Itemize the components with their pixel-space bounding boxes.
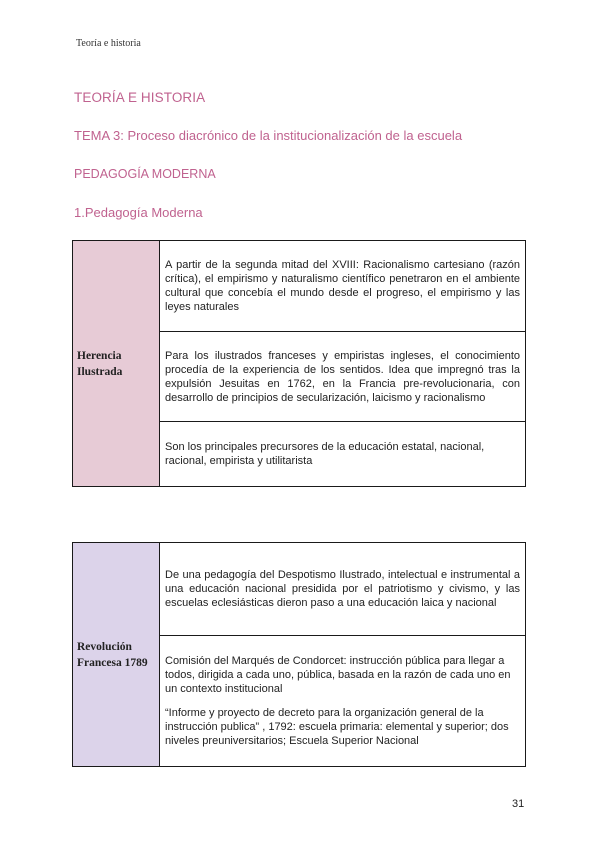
- table-row: [73, 543, 526, 636]
- cell-text: “Informe y proyecto de decreto para la organización general de la instrucción publica” , 1792: escuela primaria: elemental y superior; dos niveles preuniversitarios; Escuela Superior Nacional: [165, 707, 509, 747]
- table-cell: [160, 543, 526, 636]
- table-row: [73, 241, 526, 332]
- cell-text: A partir de la segunda mitad del XVIII: Racionalismo cartesiano (razón crítica), el empirismo y naturalismo científico penetraron en el ambiente cultural que concebía el mundo desde el progreso, el empirismo y las leyes naturales: [165, 259, 520, 313]
- herencia-ilustrada-table: [72, 240, 526, 487]
- revolucion-francesa-table: [72, 542, 526, 767]
- cell-text: Comisión del Marqués de Condorcet: instrucción pública para llegar a todos, dirigida a cada uno, pública, basada en la razón de cada uno en un contexto institucional: [165, 655, 511, 695]
- page-number: 31: [512, 798, 525, 810]
- subsection-heading: 1.Pedagogía Moderna: [74, 205, 203, 220]
- table-cell: [160, 422, 526, 487]
- table-cell: [160, 332, 526, 422]
- row-label-revolucion-francesa: Revolución Francesa 1789: [73, 543, 160, 767]
- cell-text: Para los ilustrados franceses y empiristas ingleses, el conocimiento procedía de la experiencia de los sentidos. Idea que impregnó tras la expulsión Jesuitas en 1762, en la Francia pre-revolucionaria, con desarrollo de principios de secularización, laicismo y racionalismo: [165, 349, 520, 404]
- cell-text: Son los principales precursores de la educación estatal, nacional, racional, empirista y utilitarista: [165, 441, 485, 467]
- section-heading: PEDAGOGÍA MODERNA: [74, 167, 216, 181]
- running-header: Teoría e historia: [76, 38, 141, 49]
- page-title: TEORÍA E HISTORIA: [74, 90, 206, 105]
- cell-text: De una pedagogía del Despotismo Ilustrado, intelectual e instrumental a una educación nacional presidida por el patriotismo y civismo, y las escuelas eclesiásticas dieron paso a una educación laica y nacional: [165, 569, 520, 609]
- topic-heading: TEMA 3: Proceso diacrónico de la institucionalización de la escuela: [74, 128, 463, 143]
- table-cell: [160, 241, 526, 332]
- row-label-herencia-ilustrada: Herencia Ilustrada: [73, 241, 160, 487]
- table-cell: [160, 636, 526, 767]
